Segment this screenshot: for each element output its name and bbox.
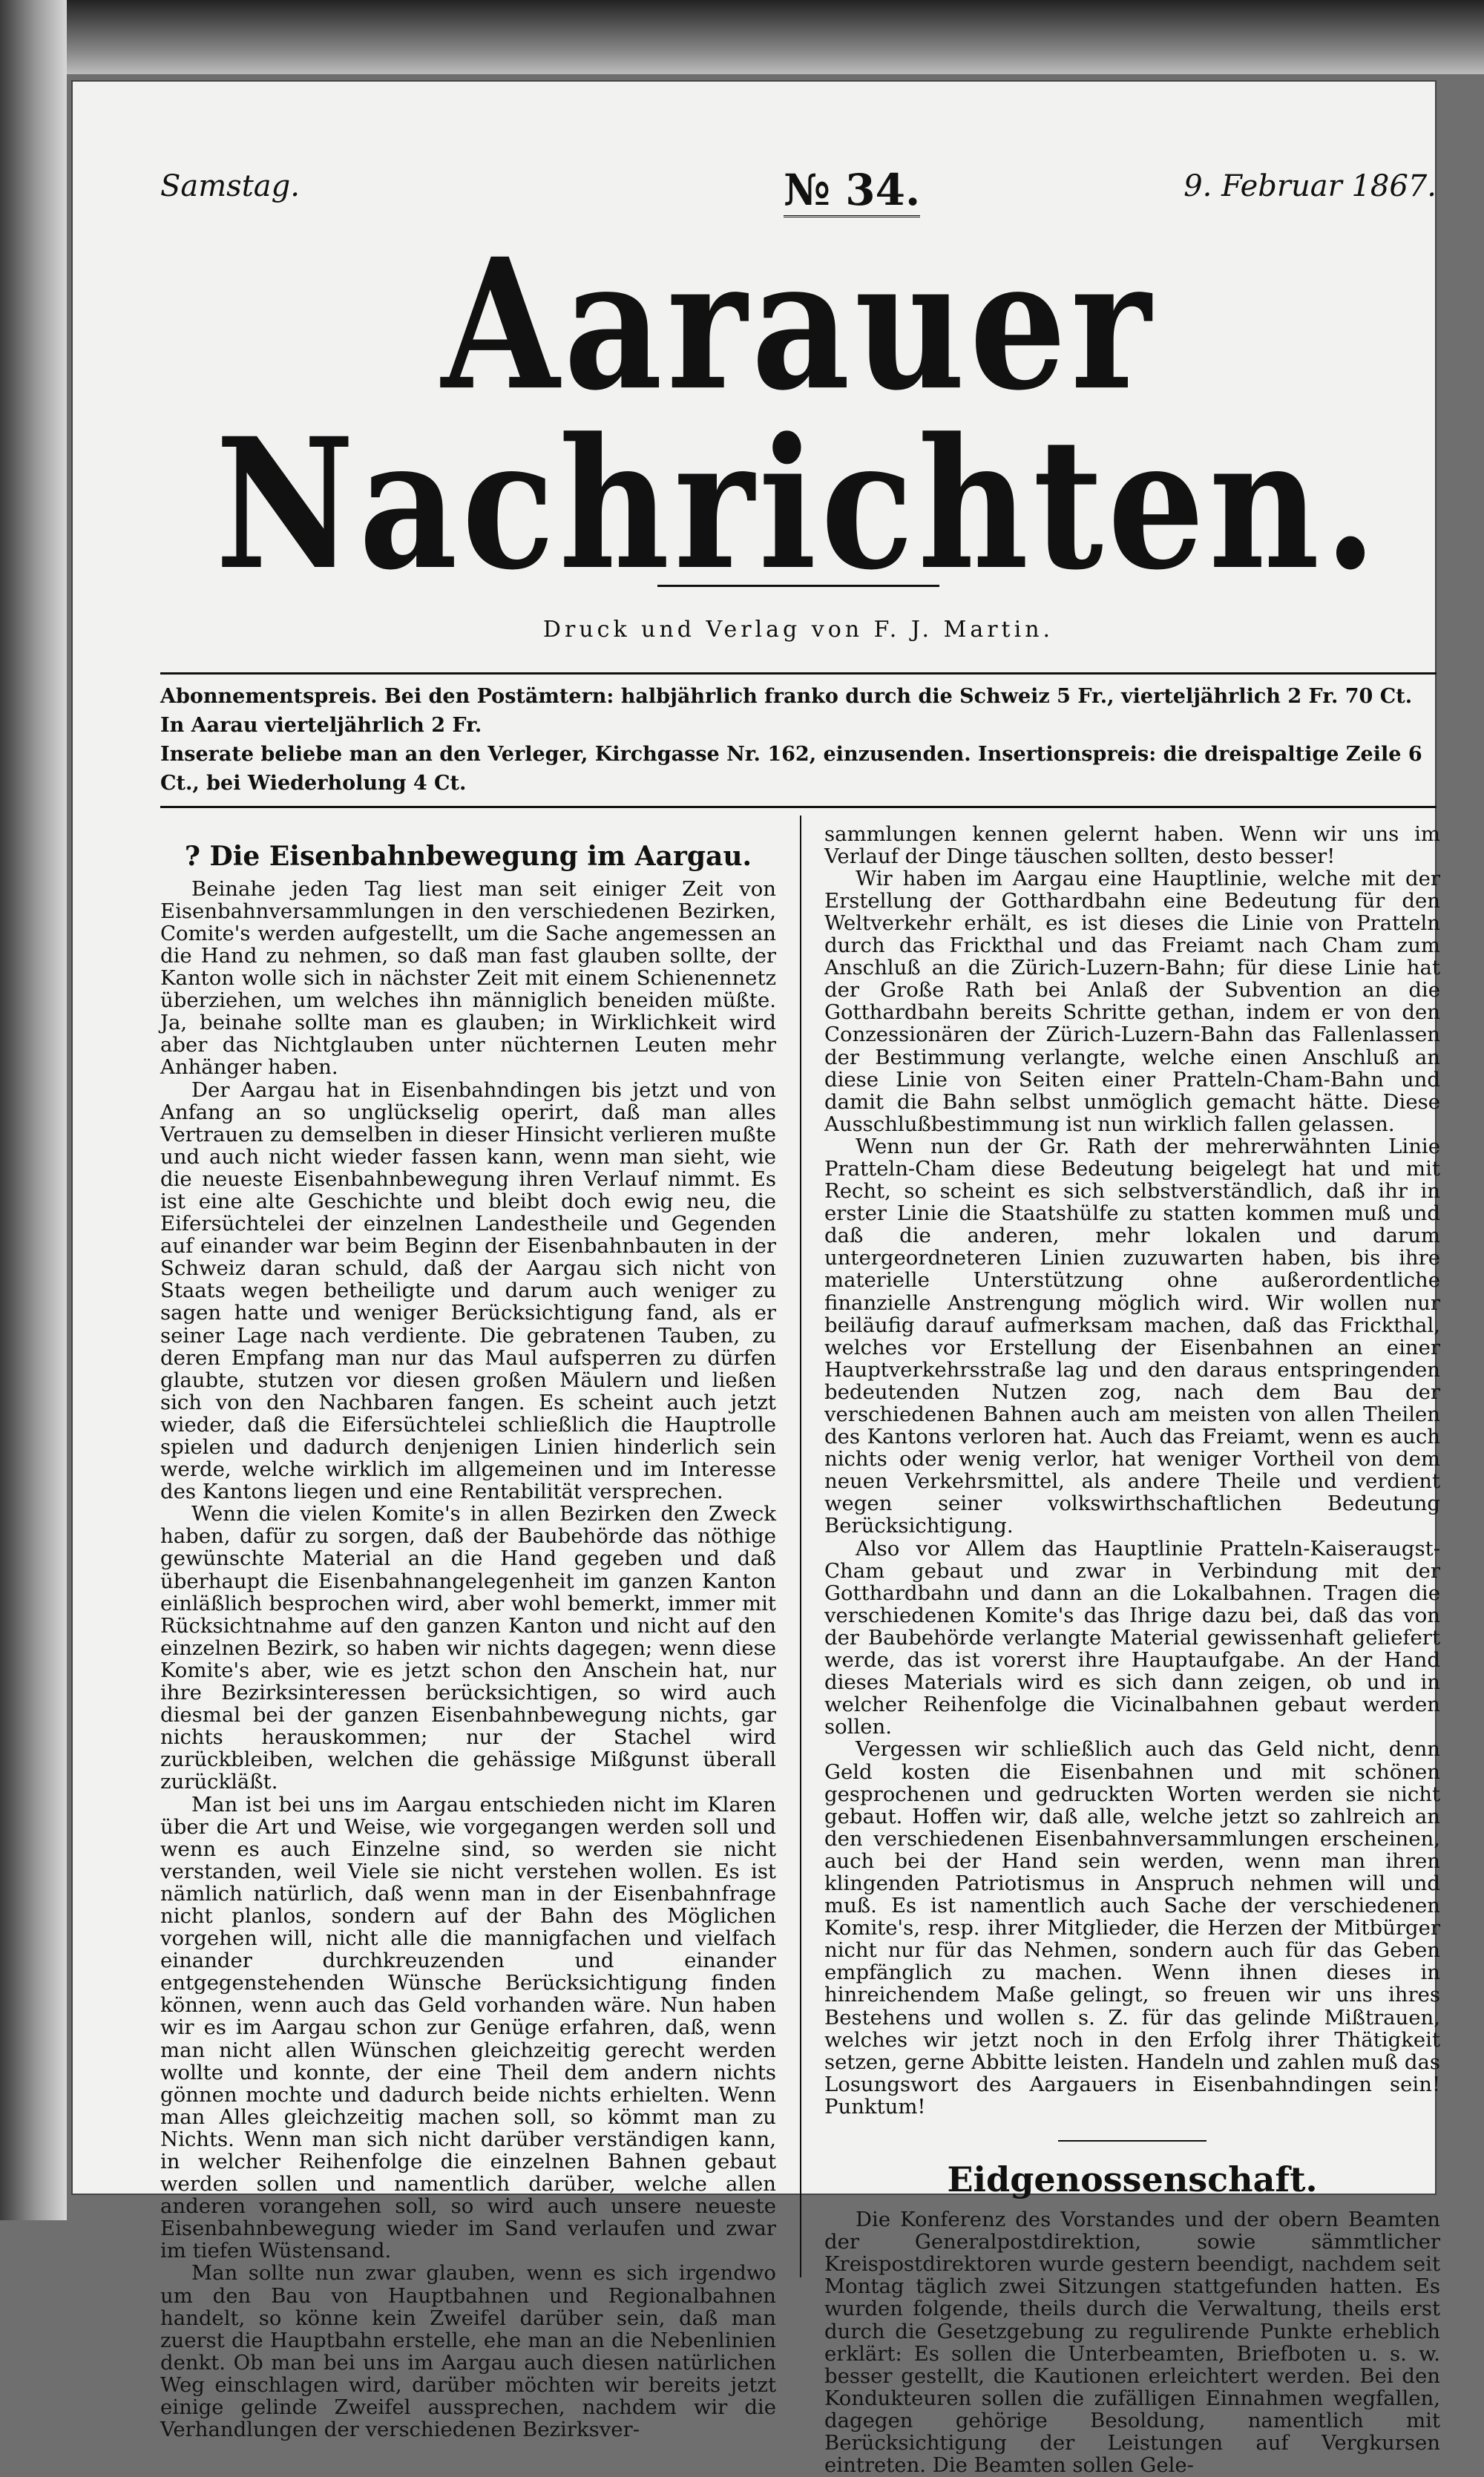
masthead-title: Aarauer Nachrichten. <box>215 220 1382 610</box>
book-edge-top <box>0 0 1484 74</box>
article-paragraph: Vergessen wir schließlich auch das Geld nicht, denn Geld kosten die Eisenbahnen und mit schönen gesprochenen und gedruckten Worten werden sie nicht gebaut. Hoffen wir, daß alle, welche jetzt so zahlreich an den verschiedenen Eisenbahnversammlungen erscheinen, auch bei der Hand sein werden, wenn man ihren klingenden Patriotismus in Anspruch nehmen will und muß. Es ist namentlich auch Sache der verschiedenen Komite's, resp. ihrer Mitglieder, die Herzen der Mitbürger nicht nur für das Nehmen, sondern auch für das Geben empfänglich zu machen. Wenn ihnen dieses in hinreichendem Maße gelingt, so freuen wir uns ihres Bestehens und wollen s. Z. für das gelinde Mißtrauen, welches wir jetzt noch in den Erfolg ihrer Thätigkeit setzen, gerne Abbitte leisten. Handeln und zahlen muß das Losungswort des Aargauers in Eisenbahndingen sein! Punktum! <box>824 1737 1440 2119</box>
subscription-line-1: Abonnementspreis. Bei den Postämtern: halbjährlich franko durch die Schweiz 5 Fr., vierteljährlich 2 Fr. 70 Ct. In Aarau vierteljährlich 2 Fr. <box>160 685 1413 738</box>
section-rule <box>1058 2140 1206 2142</box>
article-paragraph: Wir haben im Aargau eine Hauptlinie, welche mit der Erstellung der Gotthardbahn eine Bedeutung für den Weltverkehr erhält, es ist dieses die Linie von Pratteln durch das Frickthal und das Freiamt nach Cham zum Anschluß an die Zürich-Luzern-Bahn; für diese Linie hat der Große Rath bei Anlaß der Subvention an die Gotthardbahn bereits Schritte gethan, indem er von den Conzessionären der Zürich-Luzern-Bahn das Fallenlassen der Bestimmung verlangte, welche einen Anschluß an diese Linie von Seiten einer Pratteln-Cham-Bahn und damit die Bahn selbst unmöglich gemacht hätte. Diese Ausschlußbestimmung ist nun wirklich fallen gelassen. <box>824 866 1440 1136</box>
article-paragraph: Man sollte nun zwar glauben, wenn es sich irgendwo um den Bau von Hauptbahnen und Regionalbahnen handelt, so könne kein Zweifel darüber sein, daß man zuerst die Hauptbahn erstelle, ehe man an die Nebenlinien denkt. Ob man bei uns im Aargau auch diesen natürlichen Weg einschlagen wird, darüber möchten wir bereits jetzt einige gelinde Zweifel aussprechen, nachdem wir die Verhandlungen der verschiedenen Bezirksver- <box>160 2261 776 2442</box>
issue-day: Samstag. <box>160 169 300 203</box>
column-divider <box>800 816 801 2277</box>
article-paragraph: Die Konferenz des Vorstandes und der obern Beamten der Generalpostdirektion, sowie sämmtlicher Kreispostdirektoren wurde gestern beendigt, nachdem seit Montag täglich zwei Sitzungen stattgefunden hatten. Es wurden folgende, theils durch die Verwaltung, theils erst durch die Gesetzgebung zu regulirende Punkte erheblich erklärt: Es sollen die Unterbeamten, Briefboten u. s. w. besser gestellt, die Kautionen erleichtert werden. Bei den Kondukteuren sollen die zufälligen Einnahmen wegfallen, dagegen gehörige Besoldung, namentlich mit Berücksichtigung der Leistungen auf Vergkursen eintreten. Die Beamten sollen Gele- <box>824 2208 1440 2477</box>
issue-line <box>160 165 1437 221</box>
newspaper-page <box>71 80 1440 2477</box>
subscription-line-2: Inserate beliebe man an den Verleger, Kirchgasse Nr. 162, einzusenden. Insertionspreis: die dreispaltige Zeile 6 Ct., bei Wiederholung 4 Ct. <box>160 743 1422 795</box>
article-paragraph: Wenn die vielen Komite's in allen Bezirken den Zweck haben, dafür zu sorgen, daß der Baubehörde das nöthige gewünschte Material an die Hand gegeben und daß überhaupt die Eisenbahnangelegenheit im ganzen Kanton einläßlich besprochen wird, aber wohl bemerkt, immer mit Rücksichtnahme auf den ganzen Kanton und nicht auf den einzelnen Bezirk, so haben wir nichts dagegen; wenn diese Komite's aber, wie es jetzt schon den Anschein hat, nur ihre Bezirksinteressen berücksichtigen, so wird auch diesmal bei der ganzen Eisenbahnbewegung nichts, gar nichts herauskommen; nur der Stachel wird zurückbleiben, welchen die gehässige Mißgunst überall zurückläßt. <box>160 1502 776 1794</box>
column-right <box>824 823 1440 2477</box>
page-content <box>160 165 1440 2477</box>
article-paragraph: Also vor Allem das Hauptlinie Pratteln-Kaiseraugst-Cham gebaut und zwar in Verbindung mit der Gotthardbahn und dann an die Lokalbahnen. Tragen die verschiedenen Komite's das Ihrige dazu bei, daß das von der Baubehörde verlangte Material gewissenhaft geliefert werde, das ist vorerst ihre Hauptaufgabe. An der Hand dieses Materials wird es sich dann zeigen, ob und in welcher Reihenfolge die Vicinalbahnen gebaut werden sollen. <box>824 1536 1440 1739</box>
article-paragraph: Wenn nun der Gr. Rath der mehrerwähnten Linie Pratteln-Cham diese Bedeutung beigelegt hat und mit Recht, so scheint es sich selbstverständlich, daß ihr in erster Linie die Staatshülfe zu statten kommen muß und daß die anderen, mehr lokalen und darum untergeordneteren Linien zuzuwarten haben, bis ihre materielle Unterstützung ohne außerordentliche finanzielle Anstrengung möglich wird. Wir wollen nur beiläufig darauf aufmerksam machen, daß das Frickthal, welches vor Erstellung der Eisenbahnen an einer Hauptverkehrsstraße lag und den daraus entspringenden bedeutenden Nutzen zog, nach dem Bau der verschiedenen Bahnen auch am meisten von allen Theilen des Kantons verloren hat. Auch das Freiamt, wenn es auch nichts oder wenig verlor, hat weniger Vortheil von dem neuen Verkehrsmittel, als andere Theile und verdient wegen seiner volkswirthschaftlichen Bedeutung Berücksichtigung. <box>824 1134 1440 1538</box>
article-title: ? Die Eisenbahnbewegung im Aargau. <box>184 840 752 872</box>
book-edge-left <box>0 0 67 2220</box>
columns <box>160 821 1440 2477</box>
printer-line: Druck und Verlag von F. J. Martin. <box>542 617 1054 643</box>
subscription-box <box>160 672 1437 808</box>
article-paragraph: Der Aargau hat in Eisenbahndingen bis jetzt und von Anfang an so unglückselig operirt, daß man alles Vertrauen zu demselben in dieser Hinsicht verlieren mußte und auch nicht wieder fassen kann, wenn man sieht, wie die neueste Eisenbahnbewegung ihren Verlauf nimmt. Es ist eine alte Geschichte und bleibt doch ewig neu, die Eifersüchtelei der einzelnen Landestheile und Gegenden auf einander war beim Beginn der Eisenbahnbauten in der Schweiz daran schuld, daß der Aargau sich nicht von Staats wegen betheiligte und darum auch weniger zu sagen hatte und weniger Berücksichtigung fand, als er seiner Lage nach verdiente. Die gebratenen Tauben, zu deren Empfang man nur das Maul aufsperren zu dürfen glaubte, stutzen vor diesen großen Mäulern und ließen sich von den Nachbaren fangen. Es scheint auch jetzt wieder, daß die Eifersüchtelei schließlich die Hauptrolle spielen und dadurch denjenigen Linien hinderlich sein werde, welche wirklich im allgemeinen und im Interesse des Kantons liegen und eine Rentabilität versprechen. <box>160 1077 776 1504</box>
issue-date: 9. Februar 1867. <box>1183 169 1437 203</box>
article-paragraph: Beinahe jeden Tag liest man seit einiger Zeit von Eisenbahnversammlungen in den verschiedenen Bezirken, Comite's werden aufgestellt, um die Sache angemessen an die Hand zu nehmen, so daß man fast glauben sollte, der Kanton wolle sich in nächster Zeit mit einem Schienennetz überziehen, um welches ihn männiglich beneiden müßte. Ja, beinahe sollte man es glauben; in Wirklichkeit wird aber das Nichtglauben unter nüchternen Leuten mehr Anhänger haben. <box>160 876 776 1080</box>
column-left <box>160 823 776 2441</box>
issue-number: № 34. <box>784 165 920 217</box>
article-paragraph: Man ist bei uns im Aargau entschieden nicht im Klaren über die Art und Weise, wie vorgegangen werden soll und wenn es auch Einzelne sind, so werden sie nicht verstanden, weil Viele sie nicht verstehen wollen. Es ist nämlich natürlich, daß wenn man in der Eisenbahnfrage nicht planlos, sondern auf der Bahn des Möglichen vorgehen will, nicht alle die mannigfachen und vielfach einander durchkreuzenden und einander entgegenstehenden Wünsche Berücksichtigung finden können, wenn auch das Geld vorhanden wäre. Nun haben wir es im Aargau schon zur Genüge erfahren, daß, wenn man nicht allen Wünschen gleichzeitig gerecht werden wollte und konnte, der eine Theil dem andern nichts gönnen mochte und dadurch beide nichts erhielten. Wenn man Alles gleichzeitig machen soll, so kömmt man zu Nichts. Wenn man sich nicht darüber verständigen kann, in welcher Reihenfolge die einzelnen Bahnen gebaut werden sollen und namentlich darüber, welche allen anderen vorangehen soll, so wird auch unsere neueste Eisenbahnbewegung wieder im Sand verlaufen und zwar im tiefen Wüstensand. <box>160 1792 776 2263</box>
article-continuation: sammlungen kennen gelernt haben. Wenn wir uns im Verlauf der Dinge täuschen sollten, desto besser! <box>824 821 1440 868</box>
section-title: Eidgenossenschaft. <box>947 2159 1318 2199</box>
